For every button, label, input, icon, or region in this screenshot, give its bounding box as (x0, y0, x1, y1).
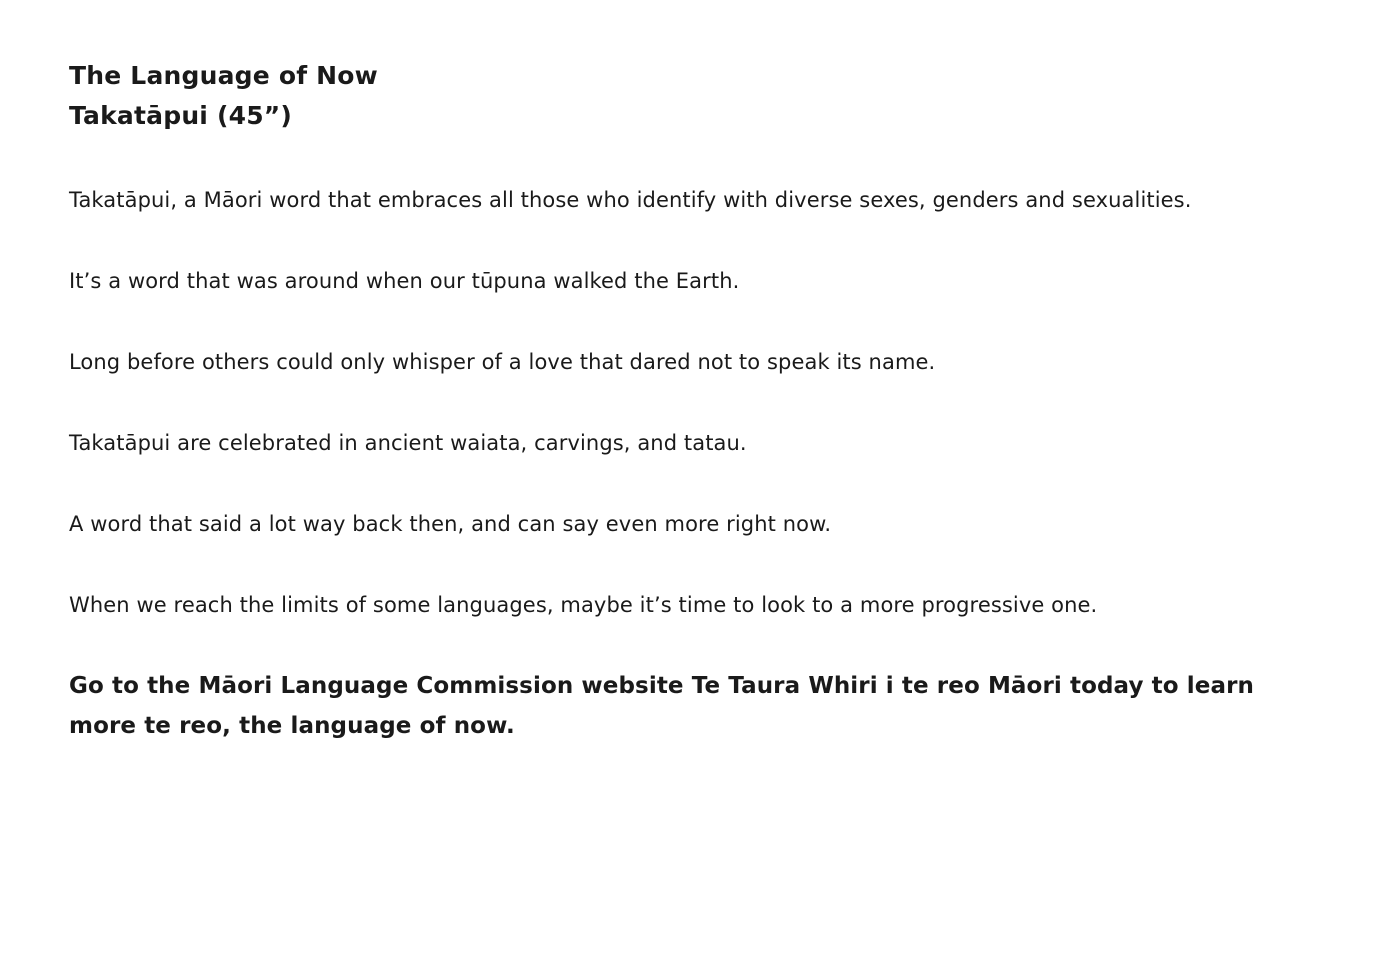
paragraph: Takatāpui, a Māori word that embraces all those who identify with diverse sexes, genders and sexualities. (69, 188, 1192, 212)
paragraph: Takatāpui are celebrated in ancient waiata, carvings, and tatau. (69, 431, 747, 455)
paragraph: A word that said a lot way back then, and can say even more right now. (69, 512, 832, 536)
call-to-action: Go to the Māori Language Commission website Te Taura Whiri i te reo Māori today to learn more te reo, the language of now. (69, 673, 1254, 739)
paragraph: When we reach the limits of some languages, maybe it’s time to look to a more progressive one. (69, 593, 1098, 617)
document-page (69, 56, 1319, 746)
paragraph: It’s a word that was around when our tūpuna walked the Earth. (69, 269, 740, 293)
document-subtitle: Takatāpui (45”) (69, 101, 293, 130)
body-paragraphs (69, 180, 1319, 746)
document-title: The Language of Now (69, 61, 378, 90)
paragraph: Long before others could only whisper of a love that dared not to speak its name. (69, 350, 936, 374)
